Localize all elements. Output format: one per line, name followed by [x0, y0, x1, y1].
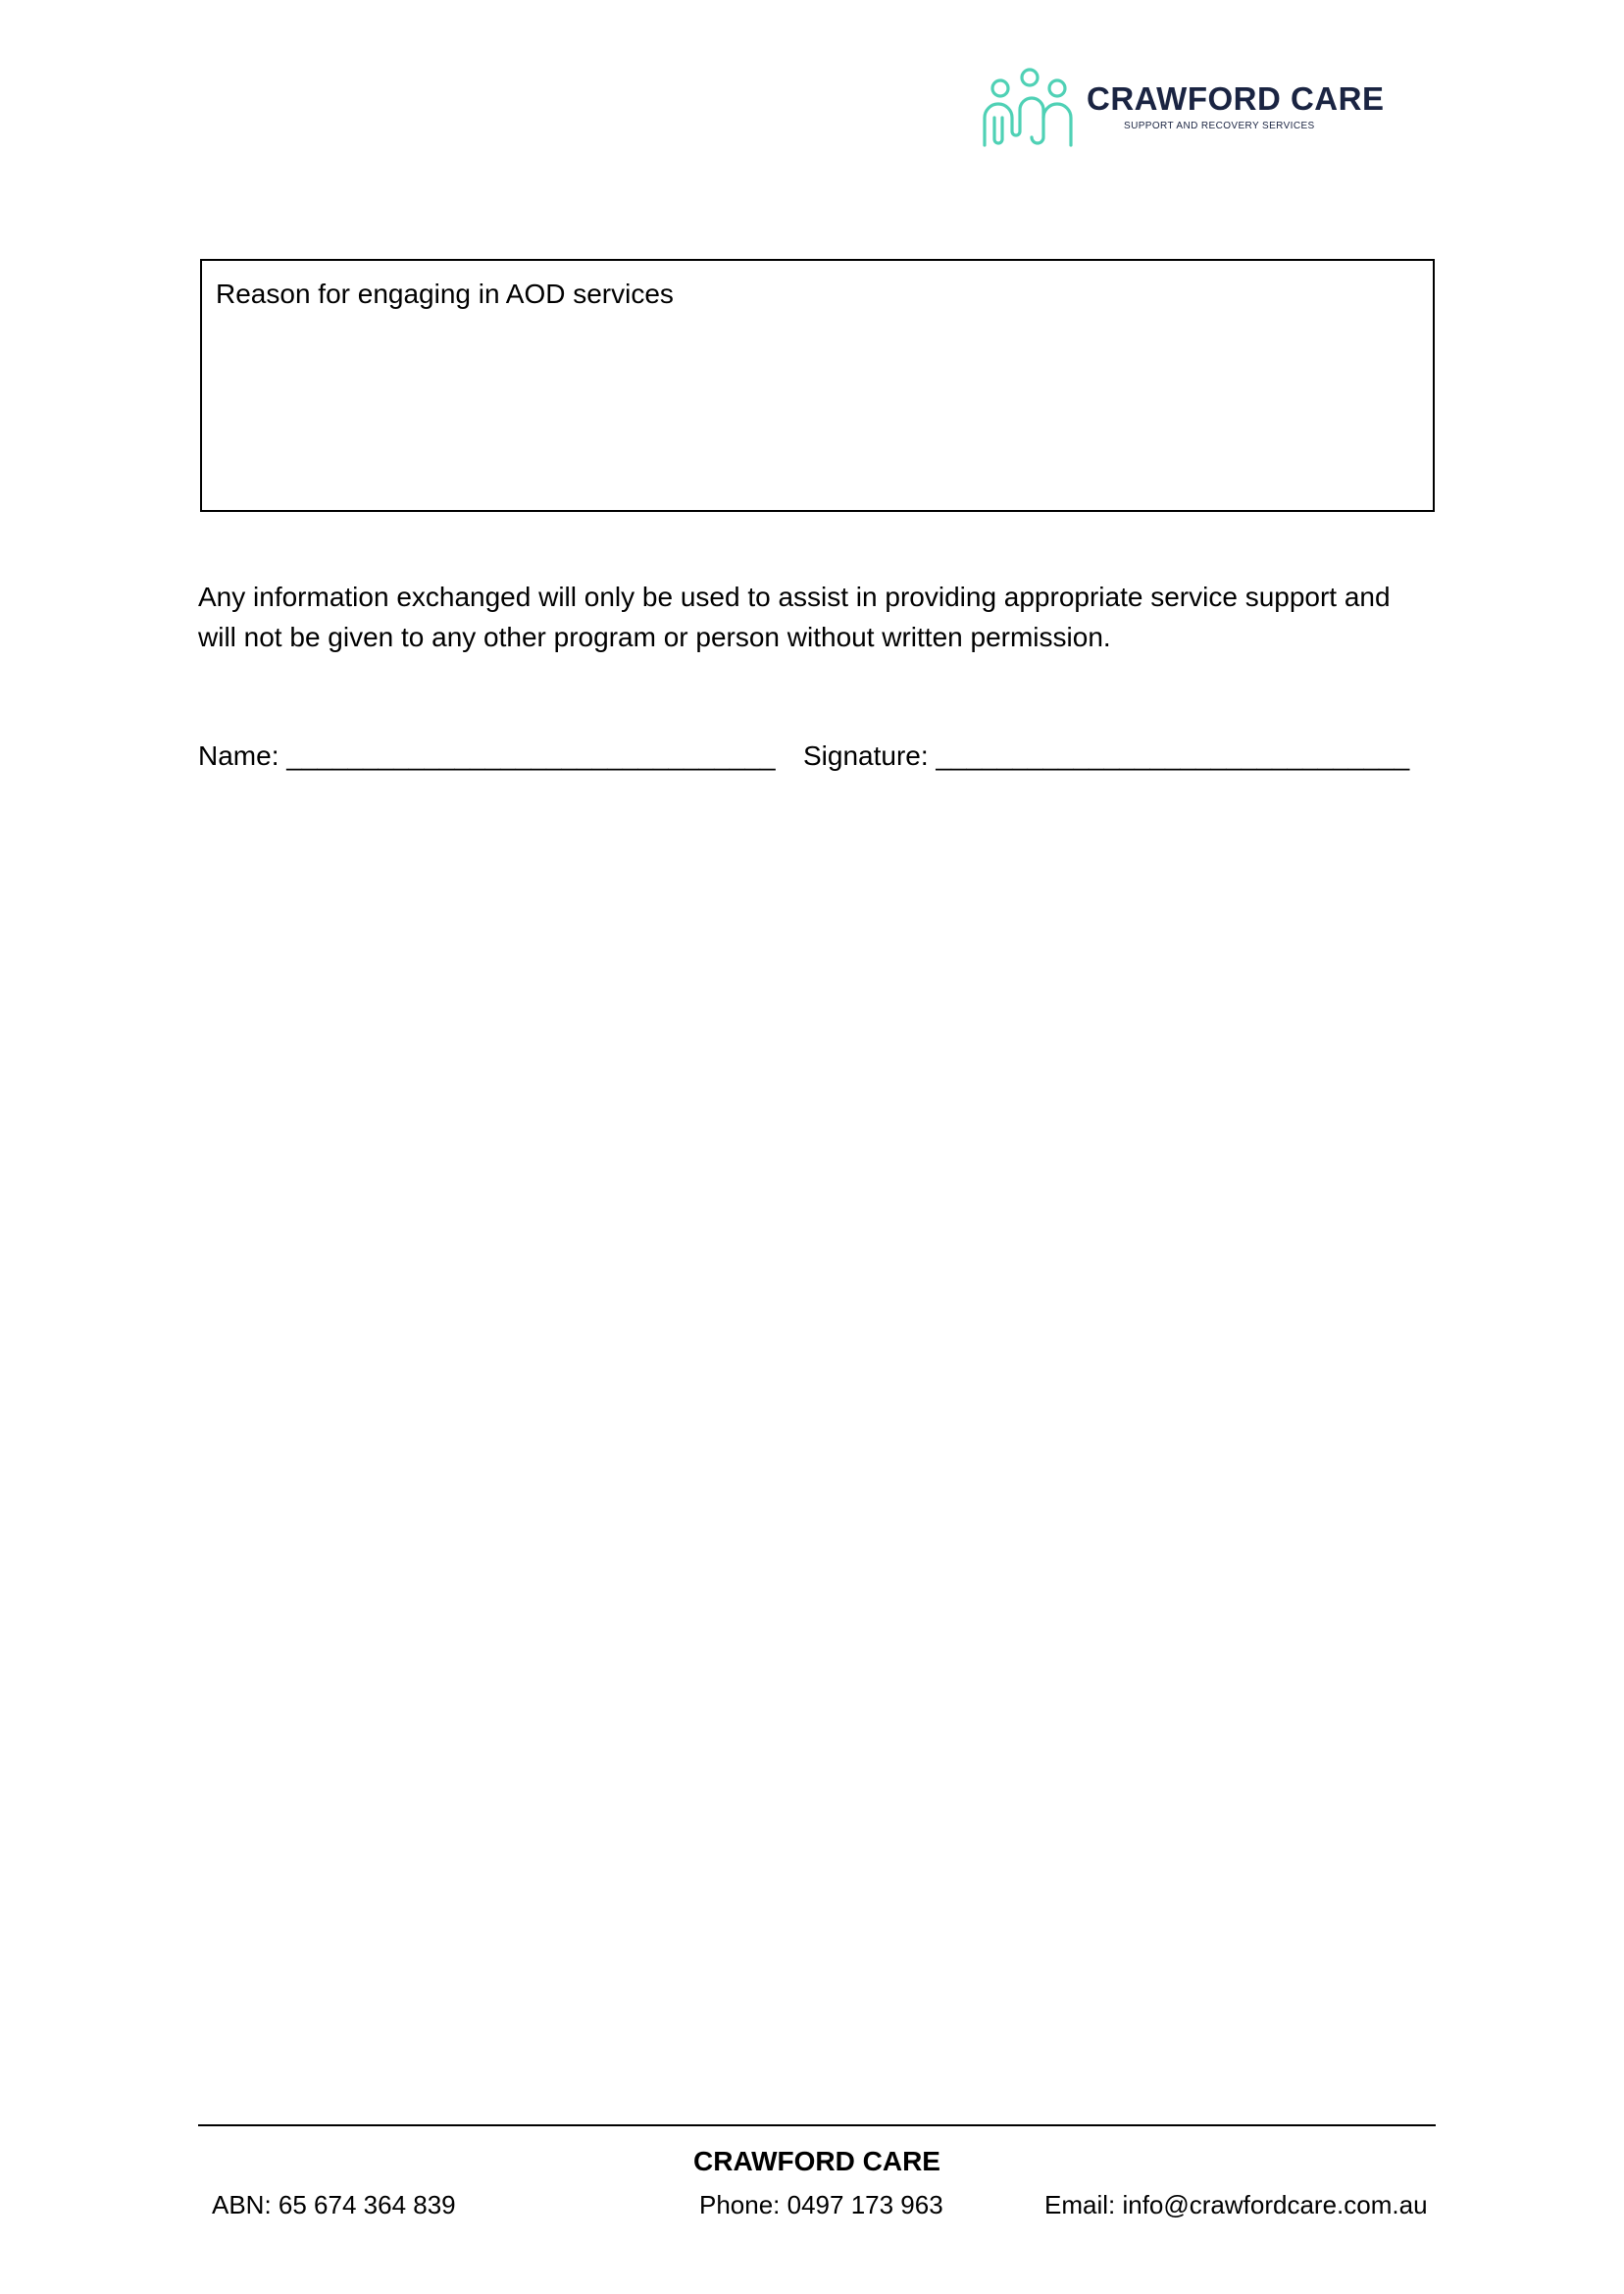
footer-divider — [198, 2124, 1436, 2126]
privacy-line-2: will not be given to any other program or person without written permission. — [198, 622, 1111, 652]
privacy-statement — [198, 577, 1463, 657]
privacy-line-1: Any information exchanged will only be used to assist in providing appropriate service support and — [198, 582, 1391, 612]
footer-title: CRAWFORD CARE — [693, 2146, 940, 2176]
logo-title: CRAWFORD CARE — [1087, 80, 1385, 117]
footer-abn: ABN: 65 674 364 839 — [212, 2190, 456, 2219]
name-field[interactable]: Name: ________________________________ — [198, 740, 776, 771]
reason-textbox[interactable] — [200, 259, 1435, 512]
footer-phone: Phone: 0497 173 963 — [699, 2190, 943, 2219]
footer-email[interactable]: Email: info@crawfordcare.com.au — [1044, 2190, 1428, 2219]
crawford-care-logo — [981, 61, 1385, 159]
reason-label: Reason for engaging in AOD services — [216, 279, 674, 309]
logo-tagline: SUPPORT AND RECOVERY SERVICES — [1124, 121, 1315, 131]
signature-field[interactable]: Signature: _______________________________ — [803, 740, 1410, 771]
people-group-icon — [981, 61, 1079, 151]
